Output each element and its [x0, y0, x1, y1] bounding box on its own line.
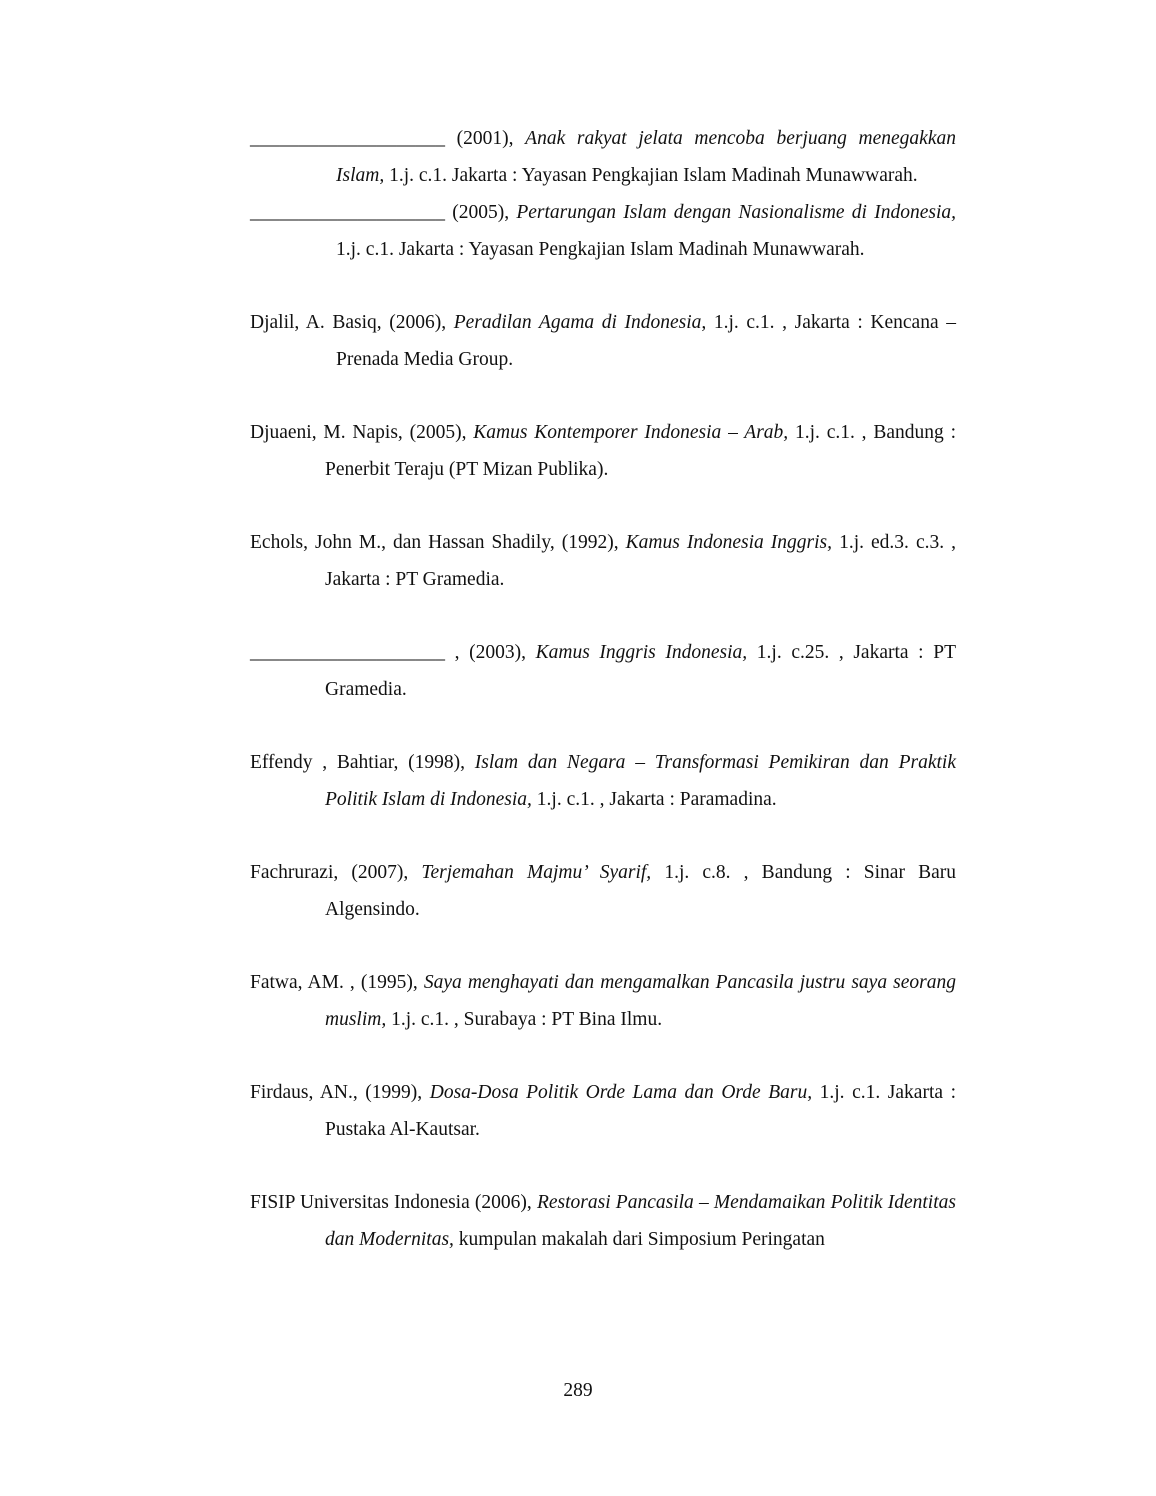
reference-author: ____________________ [250, 202, 445, 223]
reference-entry [250, 854, 956, 928]
reference-year: (1999), [357, 1082, 430, 1103]
reference-year: (2001), [445, 128, 526, 149]
reference-title: Islam dan Negara – Transformasi Pemikiran dan Praktik Politik Islam di Indonesia, [325, 752, 956, 810]
reference-year: (1992), [554, 532, 626, 553]
reference-entry [250, 1184, 956, 1258]
reference-title: Kamus Indonesia Inggris, [625, 532, 833, 553]
reference-publication: 1.j. c.1. Jakarta : Yayasan Pengkajian Islam Madinah Munawwarah. [336, 239, 865, 260]
reference-entry [250, 414, 956, 488]
reference-entry [250, 524, 956, 598]
reference-year: (2005), [402, 422, 474, 443]
bibliography [250, 120, 956, 1258]
reference-publication: 1.j. c.1. , Jakarta : Kencana – Prenada Media Group. [336, 312, 956, 370]
reference-author: Djuaeni, M. Napis, [250, 422, 403, 443]
reference-year: (2006), [469, 1192, 537, 1213]
reference-entry [250, 964, 956, 1038]
reference-year: (1995), [354, 972, 424, 993]
reference-entry [250, 194, 956, 268]
reference-entry [250, 304, 956, 378]
reference-publication: 1.j. c.1. Jakarta : Pustaka Al-Kautsar. [325, 1082, 956, 1140]
reference-author: Firdaus, AN., [250, 1082, 358, 1103]
reference-entry [250, 634, 956, 708]
reference-title: Anak rakyat jelata mencoba berjuang menegakkan Islam, [336, 128, 956, 186]
reference-year: (2007), [338, 862, 422, 883]
reference-publication: 1.j. ed.3. c.3. , Jakarta : PT Gramedia. [325, 532, 957, 590]
reference-year: (2006), [381, 312, 454, 333]
reference-publication: kumpulan makalah dari Simposium Peringatan [453, 1229, 825, 1250]
reference-title: Kamus Kontemporer Indonesia – Arab, [473, 422, 789, 443]
reference-author: ____________________ [250, 642, 445, 663]
reference-year: , (2003), [445, 642, 536, 663]
reference-publication: 1.j. c.8. , Bandung : Sinar Baru Algensindo. [325, 862, 956, 920]
reference-entry [250, 744, 956, 818]
reference-publication: 1.j. c.1. , Jakarta : Paramadina. [531, 789, 777, 810]
reference-publication: 1.j. c.1. , Bandung : Penerbit Teraju (PT Mizan Publika). [325, 422, 956, 480]
reference-author: Fachrurazi, [250, 862, 339, 883]
reference-entry [250, 120, 956, 194]
reference-author: Effendy , Bahtiar, [250, 752, 399, 773]
reference-publication: 1.j. c.1. , Surabaya : PT Bina Ilmu. [386, 1009, 663, 1030]
reference-title: Restorasi Pancasila – Mendamaikan Politik Identitas dan Modernitas, [325, 1192, 956, 1250]
reference-year: (2005), [445, 202, 517, 223]
reference-author: Echols, John M., dan Hassan Shadily, [250, 532, 555, 553]
reference-author: Djalil, A. Basiq, [250, 312, 382, 333]
page-number: 289 [563, 1380, 593, 1401]
reference-title: Terjemahan Majmu’ Syarif, [421, 862, 652, 883]
reference-author: FISIP Universitas Indonesia [250, 1192, 470, 1213]
reference-title: Kamus Inggris Indonesia, [535, 642, 748, 663]
reference-year: (1998), [398, 752, 475, 773]
reference-author: Fatwa, AM. , [250, 972, 355, 993]
reference-entry [250, 1074, 956, 1148]
reference-publication: 1.j. c.1. Jakarta : Yayasan Pengkajian Islam Madinah Munawwarah. [384, 165, 918, 186]
reference-author: ____________________ [250, 128, 445, 149]
reference-title: Pertarungan Islam dengan Nasionalisme di Indonesia, [516, 202, 956, 223]
reference-publication: 1.j. c.25. , Jakarta : PT Gramedia. [325, 642, 956, 700]
reference-title: Dosa-Dosa Politik Orde Lama dan Orde Baru, [429, 1082, 813, 1103]
reference-title: Peradilan Agama di Indonesia, [453, 312, 707, 333]
reference-title: Saya menghayati dan mengamalkan Pancasila justru saya seorang muslim, [325, 972, 956, 1030]
